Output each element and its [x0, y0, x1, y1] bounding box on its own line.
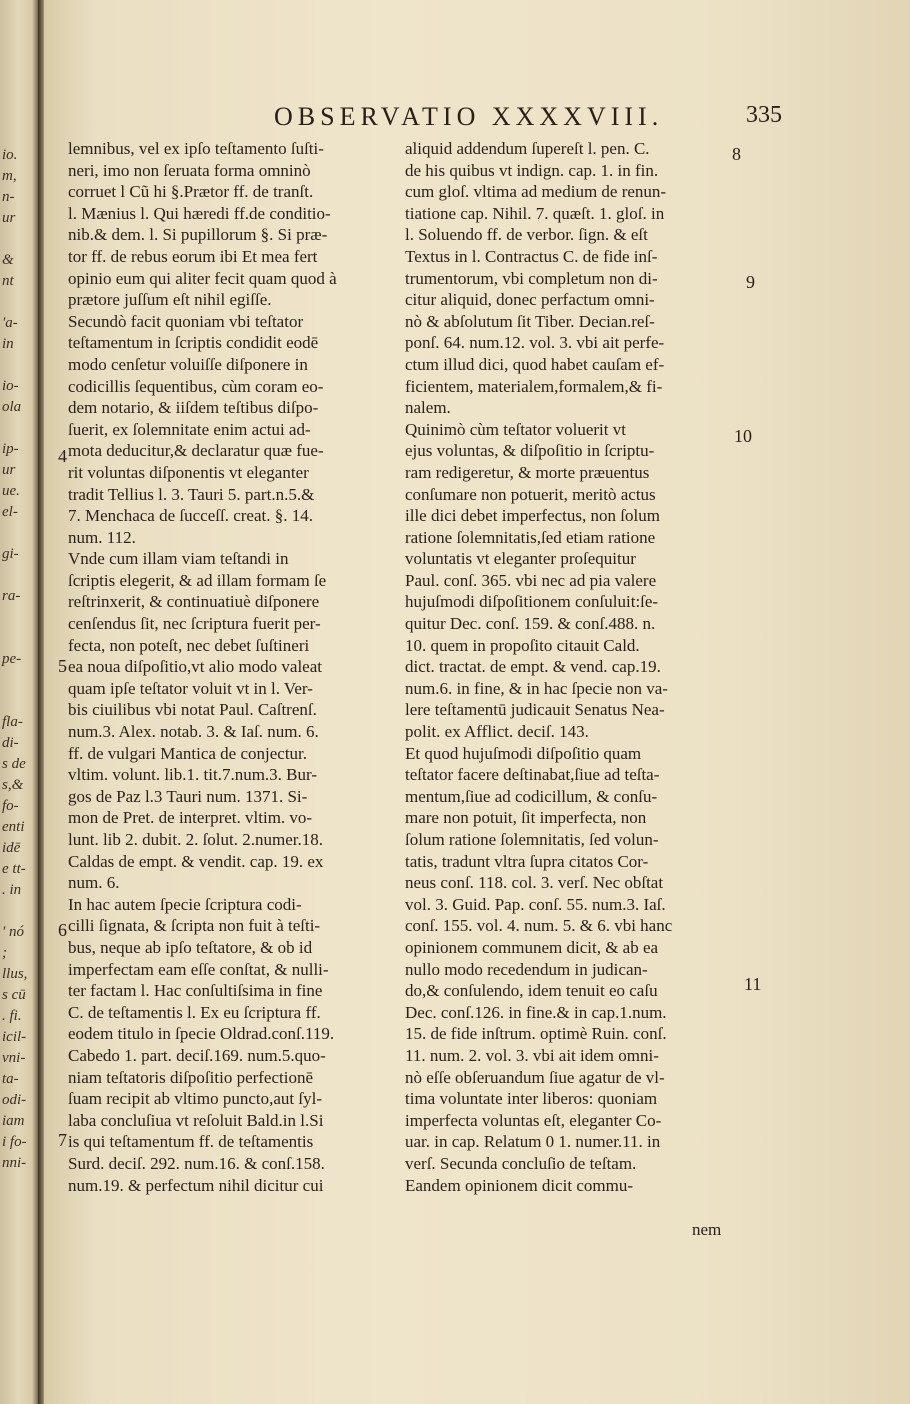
left-page-fragment	[2, 623, 40, 644]
left-page-fragment	[2, 686, 40, 707]
margin-number-7: 7	[58, 1130, 67, 1150]
text-line: nò eſſe obſeruandum ſiue agatur de vl-	[405, 1067, 665, 1087]
text-line: trumentorum, vbi completum non di-	[405, 268, 658, 288]
text-line: opinio eum qui aliter fecit quam quod à	[68, 268, 337, 288]
left-page-fragment: &	[2, 252, 14, 268]
text-line: ejus voluntas, & diſpoſitio in ſcriptu-	[405, 441, 655, 461]
text-line: ficientem, materialem,formalem,& fi-	[405, 376, 663, 396]
left-page-fragment: io.	[2, 147, 18, 163]
left-page-fragment: fla-	[2, 714, 23, 730]
text-line: Eandem opinionem dicit commu-	[405, 1175, 634, 1195]
left-page-fragment: ;	[2, 945, 7, 961]
text-line: imperfectam eam eſſe conſtat, & nulli-	[68, 959, 329, 979]
page-header	[274, 102, 744, 134]
text-line: is qui teſtamentum ff. de teſtamentis	[68, 1132, 314, 1152]
left-page-fragment: icil-	[2, 1029, 27, 1045]
text-line: C. de teſtamentis l. Ex eu ſcriptura ff.	[68, 1002, 321, 1022]
text-line: ratione ſolemnitatis,ſed etiam ratione	[405, 527, 656, 547]
text-line: ponſ. 64. num.12. vol. 3. vbi ait perfe-	[405, 333, 665, 353]
text-line: Cabedo 1. part. deciſ.169. num.5.quo-	[68, 1045, 326, 1065]
left-page-fragment: ur	[2, 210, 16, 226]
text-line: niam teſtatoris diſpoſitio perfectionē	[68, 1067, 314, 1087]
left-page-fragment: ta-	[2, 1071, 19, 1087]
text-line: do,& conſulendo, idem tenuit eo caſu	[405, 981, 658, 1001]
left-page-fragment	[2, 665, 40, 686]
text-line: quam ipſe teſtator voluit vt in l. Ver-	[68, 678, 313, 698]
text-line: neri, imo non ſeruata forma omninò	[68, 160, 311, 180]
right-column	[405, 138, 715, 1196]
left-page-fragment: gi-	[2, 546, 19, 562]
text-line: verſ. Secunda concluſio de teſtam.	[405, 1153, 637, 1173]
left-page-fragment: s de	[2, 756, 26, 772]
text-line: Et quod hujuſmodi diſpoſitio quam	[405, 743, 642, 763]
left-page-fragment: s,&	[2, 777, 24, 793]
text-line: codicillis ſequentibus, cùm coram eo-	[68, 376, 324, 396]
text-line: tiatione cap. Nihil. 7. quæſt. 1. gloſ. in	[405, 203, 665, 223]
left-page-fragment: nni-	[2, 1155, 27, 1171]
text-line: In hac autem ſpecie ſcriptura codi-	[68, 894, 302, 914]
left-page-fragment: ue.	[2, 483, 20, 499]
left-page-fragment: el-	[2, 504, 18, 520]
text-line: opinionem communem dicit, & ab ea	[405, 937, 659, 957]
left-page-fragment: enti	[2, 819, 25, 835]
text-line: tor ff. de rebus eorum ibi Et mea fert	[68, 246, 318, 266]
text-line: num. 112.	[68, 527, 136, 547]
left-page-fragment: vni-	[2, 1050, 26, 1066]
text-line: 11. num. 2. vol. 3. vbi ait idem omni-	[405, 1045, 659, 1065]
catchword: nem	[692, 1220, 722, 1239]
left-page-fragment: . fi.	[2, 1008, 22, 1024]
text-line: tatis, tradunt vltra ſupra citatos Cor-	[405, 851, 649, 871]
text-line: Quinimò cùm teſtator voluerit vt	[405, 419, 626, 439]
text-line: 15. de fide inſtrum. optimè Ruin. conſ.	[405, 1024, 667, 1044]
text-line: tima voluntate inter liberos: quoniam	[405, 1089, 658, 1109]
margin-number-9: 9	[746, 272, 755, 292]
left-page-fragment: odi-	[2, 1092, 27, 1108]
text-line: eodem titulo in ſpecie Oldrad.conſ.119.	[68, 1024, 335, 1044]
left-page-fragment	[2, 413, 40, 434]
margin-number-6: 6	[58, 920, 67, 940]
left-page-fragment: llus,	[2, 966, 28, 982]
text-line: citur aliquid, donec perfactum omni-	[405, 290, 655, 310]
text-line: conſumare non potuerit, meritò actus	[405, 484, 656, 504]
text-line: cum gloſ. vltima ad medium de renun-	[405, 182, 667, 202]
left-page-fragment	[2, 602, 40, 623]
text-line: vol. 3. Guid. Pap. conſ. 55. num.3. Iaſ.	[405, 894, 666, 914]
text-line: polit. ex Afflict. deciſ. 143.	[405, 722, 589, 742]
text-line: Vnde cum illam viam teſtandi in	[68, 549, 289, 569]
text-line: Surd. deciſ. 292. num.16. & conſ.158.	[68, 1153, 325, 1173]
text-line: tradit Tellius l. 3. Tauri 5. part.n.5.&	[68, 484, 315, 504]
text-line: cenſendus ſit, nec ſcriptura fuerit per-	[68, 614, 321, 634]
text-line: 10. quem in propoſito citauit Cald.	[405, 635, 640, 655]
text-line: reſtrinxerit, & continuatiuè diſponere	[68, 592, 320, 612]
text-line: fecta, non poteſt, nec debet ſuſtineri	[68, 635, 310, 655]
text-line: Dec. conſ.126. in fine.& in cap.1.num.	[405, 1002, 667, 1022]
left-page-fragment: fo-	[2, 798, 19, 814]
margin-number-4: 4	[58, 446, 67, 466]
text-line: cilli ſignata, & ſcripta non fuit à teſti-	[68, 916, 321, 936]
left-page-fragment	[2, 518, 40, 539]
page	[44, 0, 910, 1404]
text-line: teſtamentum in ſcriptis condidit eodē	[68, 333, 319, 353]
left-page-fragment: ' nó	[2, 924, 24, 940]
left-page-fragment: di-	[2, 735, 19, 751]
text-line: mentum,ſiue ad codicillum, & conſu-	[405, 786, 658, 806]
text-line: ff. de vulgari Mantica de conjectur.	[68, 743, 308, 763]
text-line: Paul. conſ. 365. vbi nec ad pia valere	[405, 570, 657, 590]
text-line: num.6. in fine, & in hac ſpecie non va-	[405, 678, 668, 698]
text-line: ſcriptis elegerit, & ad illam formam ſe	[68, 570, 327, 590]
text-line: ſuerit, ex ſolemnitate enim actui ad-	[68, 419, 311, 439]
text-line: gos de Paz l.3 Tauri num. 1371. Si-	[68, 786, 308, 806]
left-page-fragment: ola	[2, 399, 22, 415]
left-column	[68, 138, 378, 1196]
margin-number-8: 8	[732, 144, 741, 164]
left-page-fragment: . in	[2, 882, 22, 898]
text-line: neus conſ. 118. col. 3. verſ. Nec obſtat	[405, 873, 664, 893]
left-page-fragment: iam	[2, 1113, 25, 1129]
margin-number-10: 10	[734, 426, 752, 446]
text-line: ter factam l. Hac conſultiſsima in fine	[68, 981, 323, 1001]
left-page-fragment: idē	[2, 840, 21, 856]
left-page-fragment: ra-	[2, 588, 21, 604]
text-line: ſolum ratione ſolemnitatis, ſed volun-	[405, 830, 659, 849]
text-line: lunt. lib 2. dubit. 2. ſolut. 2.numer.18.	[68, 830, 323, 849]
text-line: lemnibus, vel ex ipſo teſtamento ſuſti-	[68, 139, 324, 158]
left-page-fragment	[2, 350, 40, 371]
text-line: rit voluntas diſponentis vt eleganter	[68, 462, 309, 482]
text-line: num. 6.	[68, 873, 120, 893]
text-line: vltim. volunt. lib.1. tit.7.num.3. Bur-	[68, 765, 317, 785]
text-line: Textus in l. Contractus C. de fide inſ-	[405, 246, 658, 266]
left-page-fragment: ur	[2, 462, 16, 478]
header-title: OBSERVATIO XXXXVIII.	[274, 102, 664, 131]
text-line: l. Soluendo ff. de verbor. ſign. & eſt	[405, 225, 648, 245]
left-page-fragment: nt	[2, 273, 14, 289]
left-page-fragment: 'a-	[2, 315, 18, 331]
text-line: nullo modo recedendum in judican-	[405, 959, 648, 979]
page-number: 335	[746, 102, 782, 128]
text-line: Caldas de empt. & vendit. cap. 19. ex	[68, 851, 324, 871]
text-line: aliquid addendum ſupereſt l. pen. C.	[405, 139, 650, 158]
left-page-fragment	[2, 896, 40, 917]
text-line: hujuſmodi diſpoſitionem conſuluit:ſe-	[405, 592, 659, 612]
text-line: voluntatis vt eleganter proſequitur	[405, 549, 636, 569]
left-page-fragment: pe-	[2, 651, 22, 667]
text-line: nalem.	[405, 398, 451, 418]
left-page-fragments	[2, 140, 40, 1169]
text-line: mare non potuit, ſit imperfecta, non	[405, 808, 647, 828]
text-line: lere teſtamentū judicauit Senatus Nea-	[405, 700, 665, 720]
text-line: nib.& dem. l. Si pupillorum §. Si præ-	[68, 225, 328, 245]
left-page-fragment: n-	[2, 189, 15, 205]
left-page-fragment: e tt-	[2, 861, 26, 877]
text-line: 7. Menchaca de ſucceſſ. creat. §. 14.	[68, 506, 313, 526]
left-page-fragment: ip-	[2, 441, 19, 457]
text-line: teſtator facere deſtinabat,ſiue ad teſta-	[405, 765, 660, 785]
margin-number-11: 11	[744, 974, 762, 994]
text-line: corruet l Cũ hi §.Prætor ff. de tranſt.	[68, 182, 314, 202]
text-line: Secundò facit quoniam vbi teſtator	[68, 311, 304, 331]
text-line: dict. tractat. de empt. & vend. cap.19.	[405, 657, 661, 677]
text-line: nò & abſolutum ſit Tiber. Decian.reſ-	[405, 311, 655, 331]
text-line: laba concluſiua vt reſoluit Bald.in l.Si	[68, 1110, 324, 1130]
left-page-fragment	[2, 224, 40, 245]
text-line: num.19. & perfectum nihil dicitur cui	[68, 1175, 324, 1195]
left-page-edge	[0, 0, 40, 1404]
text-line: ram redigeretur, & morte præuentus	[405, 462, 650, 482]
text-line: bus, neque ab ipſo teſtatore, & ob id	[68, 937, 313, 957]
left-page-fragment: i fo-	[2, 1134, 27, 1150]
text-line: imperfecta voluntas eſt, eleganter Co-	[405, 1110, 662, 1130]
margin-number-5: 5	[58, 656, 67, 676]
left-page-fragment: m,	[2, 168, 17, 184]
text-line: conſ. 155. vol. 4. num. 5. & 6. vbi hanc	[405, 916, 673, 936]
text-line: modo cenſetur voluiſſe diſponere in	[68, 354, 308, 374]
text-line: ille dici debet imperfectus, non ſolum	[405, 506, 660, 526]
text-line: quitur Dec. conſ. 159. & conſ.488. n.	[405, 614, 656, 634]
left-page-fragment: s cū	[2, 987, 26, 1003]
text-line: ea noua diſpoſitio,vt alio modo valeat	[68, 657, 322, 677]
left-page-fragment	[2, 287, 40, 308]
text-line: de his quibus vt indign. cap. 1. in fin.	[405, 160, 659, 180]
text-line: mota deducitur,& declaratur quæ fue-	[68, 441, 324, 461]
left-page-fragment: in	[2, 336, 14, 352]
text-line: dem notario, & iiſdem teſtibus diſpo-	[68, 398, 319, 418]
text-line: uar. in cap. Relatum 0 1. numer.11. in	[405, 1132, 661, 1152]
left-page-fragment	[2, 560, 40, 581]
text-line: l. Mænius l. Qui hæredi ff.de conditio-	[68, 203, 331, 223]
text-line: ſuam recipit ab vltimo puncto,aut ſyl-	[68, 1089, 322, 1109]
text-line: ctum illud dici, quod habet cauſam ef-	[405, 354, 665, 374]
text-line: prætore juſſum eſt nihil egiſſe.	[68, 290, 272, 310]
text-line: mon de Pret. de interpret. vltim. vo-	[68, 808, 313, 828]
text-line: num.3. Alex. notab. 3. & Iaſ. num. 6.	[68, 722, 319, 742]
left-page-fragment: io-	[2, 378, 19, 394]
text-line: bis ciuilibus vbi notat Paul. Caſtrenſ.	[68, 700, 317, 720]
